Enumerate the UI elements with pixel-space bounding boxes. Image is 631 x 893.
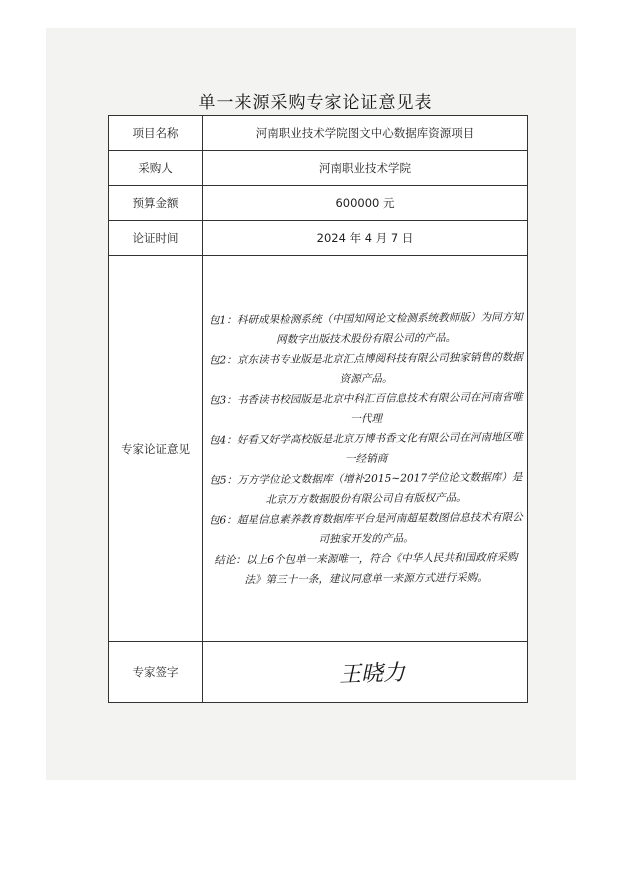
row-date — [109, 221, 528, 256]
argumentation-form-table — [108, 115, 528, 703]
row-opinion — [109, 256, 528, 642]
row-project-name — [109, 116, 528, 151]
opinion-paragraph-4: 包4：好看又好学高校版是北京万博书香文化有限公司在河南地区唯一经销商 — [208, 430, 523, 465]
signature-cell — [203, 642, 528, 703]
opinion-conclusion: 结论：以上6个包单一来源唯一，符合《中华人民共和国政府采购法》第三十一条，建议同意单一来源方式进行采购。 — [214, 550, 518, 586]
budget-label: 预算金额 — [109, 186, 203, 221]
row-signature — [109, 642, 528, 703]
opinion-paragraph-5: 包5：万方学位论文数据库（增补2015~2017学位论文数据库）是北京万方数据股份有限公司自有版权产品。 — [209, 470, 523, 506]
opinion-paragraph-6: 包6：超星信息素养教育数据库平台是河南超星数图信息技术有限公司独家开发的产品。 — [208, 510, 523, 545]
budget-value: 600000 元 — [203, 186, 528, 221]
opinion-content — [203, 256, 528, 642]
purchaser-value: 河南职业技术学院 — [203, 151, 528, 186]
date-label: 论证时间 — [109, 221, 203, 256]
opinion-paragraph-2: 包2：京东读书专业版是北京汇点博阅科技有限公司独家销售的数据资源产品。 — [208, 350, 523, 385]
purchaser-label: 采购人 — [109, 151, 203, 186]
form-title: 单一来源采购专家论证意见表 — [198, 93, 433, 113]
project-name-value: 河南职业技术学院图文中心数据库资源项目 — [203, 116, 528, 151]
expert-signature: 王晓力 — [338, 660, 406, 688]
opinion-label: 专家论证意见 — [109, 256, 203, 642]
opinion-paragraph-1: 包1：科研成果检测系统（中国知网论文检测系统教师版）为同方知网数字出版技术股份有限公司的产品。 — [208, 310, 523, 346]
opinion-paragraph-3: 包3：书香读书校园版是北京中科汇百信息技术有限公司在河南省唯一代理 — [208, 390, 523, 425]
date-value: 2024 年 4 月 7 日 — [203, 221, 528, 256]
row-budget — [109, 186, 528, 221]
row-purchaser — [109, 151, 528, 186]
signature-label: 专家签字 — [109, 642, 203, 703]
project-name-label: 项目名称 — [109, 116, 203, 151]
